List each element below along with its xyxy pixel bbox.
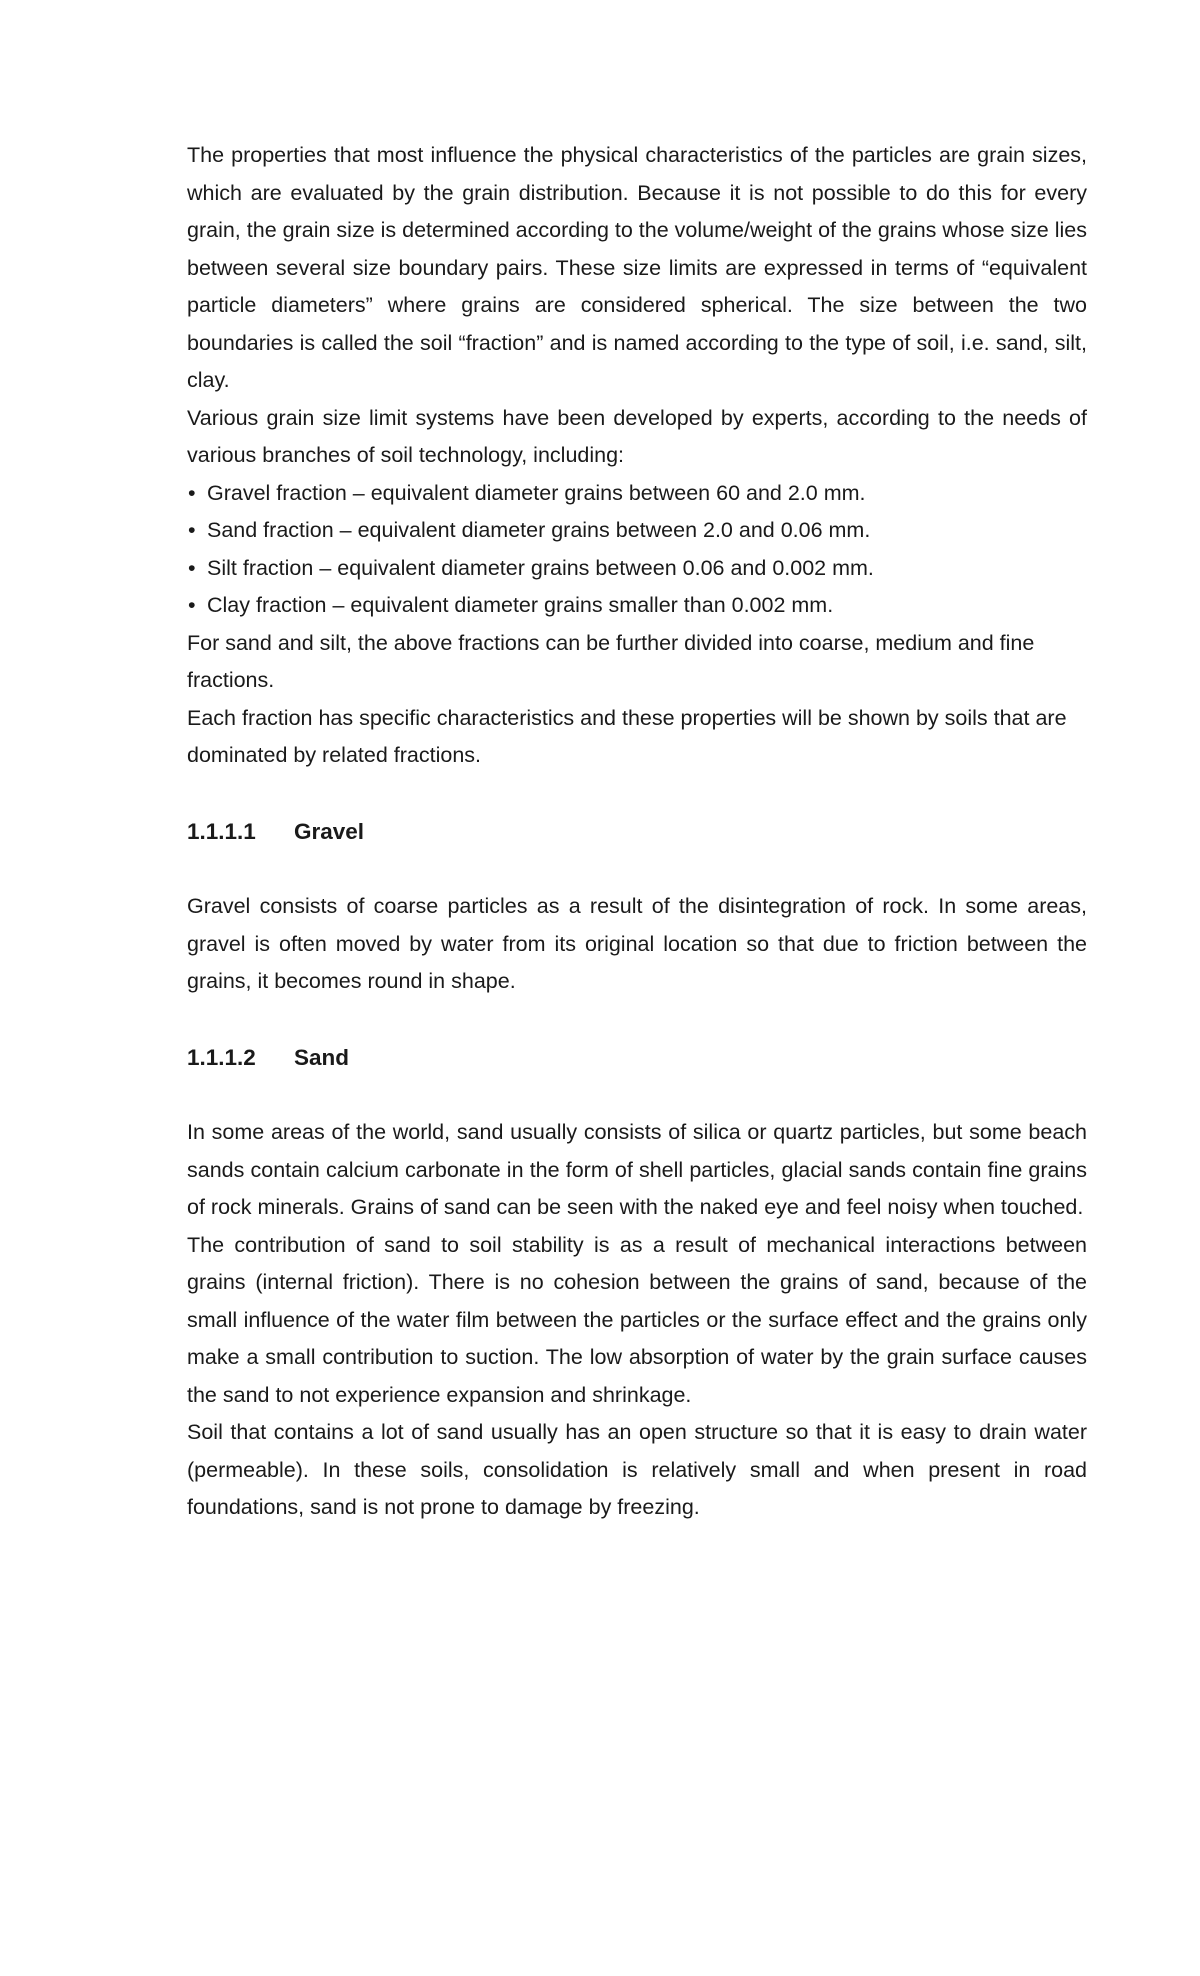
section-title: Sand bbox=[294, 1044, 350, 1070]
document-page bbox=[187, 137, 1087, 1527]
sand-paragraph-2: The contribution of sand to soil stability is as a result of mechanical interactions between grains (internal friction). There is no cohesion between the grains of sand, because of the small influence of the water film between the particles or the surface effect and the grains only make a small contribution to suction. The low absorption of water by the grain surface causes the sand to not experience expansion and shrinkage. bbox=[187, 1232, 1087, 1407]
list-item bbox=[187, 512, 1087, 550]
list-item-text: Silt fraction – equivalent diameter grains between 0.06 and 0.002 mm. bbox=[207, 555, 874, 580]
list-item-text: Sand fraction – equivalent diameter grains between 2.0 and 0.06 mm. bbox=[207, 518, 871, 542]
list-item-text: Gravel fraction – equivalent diameter grains between 60 and 2.0 mm. bbox=[207, 480, 866, 505]
bullet-icon: • bbox=[188, 555, 196, 580]
fraction-list bbox=[187, 475, 1087, 625]
section-number: 1.1.1.1 bbox=[187, 818, 256, 844]
bullet-icon: • bbox=[188, 480, 196, 505]
intro-paragraph-2: Various grain size limit systems have been developed by experts, according to the needs of various branches of soil technology, including: bbox=[187, 405, 1087, 467]
section-title: Gravel bbox=[294, 818, 365, 844]
intro-paragraph-1: The properties that most influence the physical characteristics of the particles are grain sizes, which are evaluated by the grain distribution. Because it is not possible to do this for every grain, the grain size is determined according to the volume/weight of the grains whose size lies between several size boundary pairs. These size limits are expressed in terms of “equivalent particle diameters” where grains are considered spherical. The size between the two boundaries is called the soil “fraction” and is named according to the type of soil, i.e. sand, silt, clay. bbox=[187, 143, 1087, 392]
list-item bbox=[187, 475, 1087, 513]
list-item bbox=[187, 587, 1087, 625]
list-item bbox=[187, 550, 1087, 588]
section-heading-sand bbox=[187, 1039, 1087, 1077]
sand-paragraph-3: Soil that contains a lot of sand usually has an open structure so that it is easy to drain water (permeable). In these soils, consolidation is relatively small and when present in road foundations, sand is not prone to damage by freezing. bbox=[187, 1420, 1087, 1519]
section-heading-gravel bbox=[187, 813, 1087, 851]
intro-paragraph-3: For sand and silt, the above fractions can be further divided into coarse, medium and fine fractions. bbox=[187, 630, 1035, 692]
bullet-icon: • bbox=[188, 518, 196, 542]
intro-paragraph-4: Each fraction has specific characteristics and these properties will be shown by soils that are dominated by related fractions. bbox=[187, 705, 1067, 767]
sand-paragraph-1: In some areas of the world, sand usually consists of silica or quartz particles, but some beach sands contain calcium carbonate in the form of shell particles, glacial sands contain fine grains of rock minerals. Grains of sand can be seen with the naked eye and feel noisy when touched. bbox=[187, 1120, 1087, 1219]
bullet-icon: • bbox=[188, 593, 196, 617]
gravel-paragraph-1: Gravel consists of coarse particles as a result of the disintegration of rock. In some areas, gravel is often moved by water from its original location so that due to friction between the grains, it becomes round in shape. bbox=[187, 894, 1087, 993]
section-number: 1.1.1.2 bbox=[187, 1044, 256, 1070]
list-item-text: Clay fraction – equivalent diameter grains smaller than 0.002 mm. bbox=[207, 593, 834, 617]
